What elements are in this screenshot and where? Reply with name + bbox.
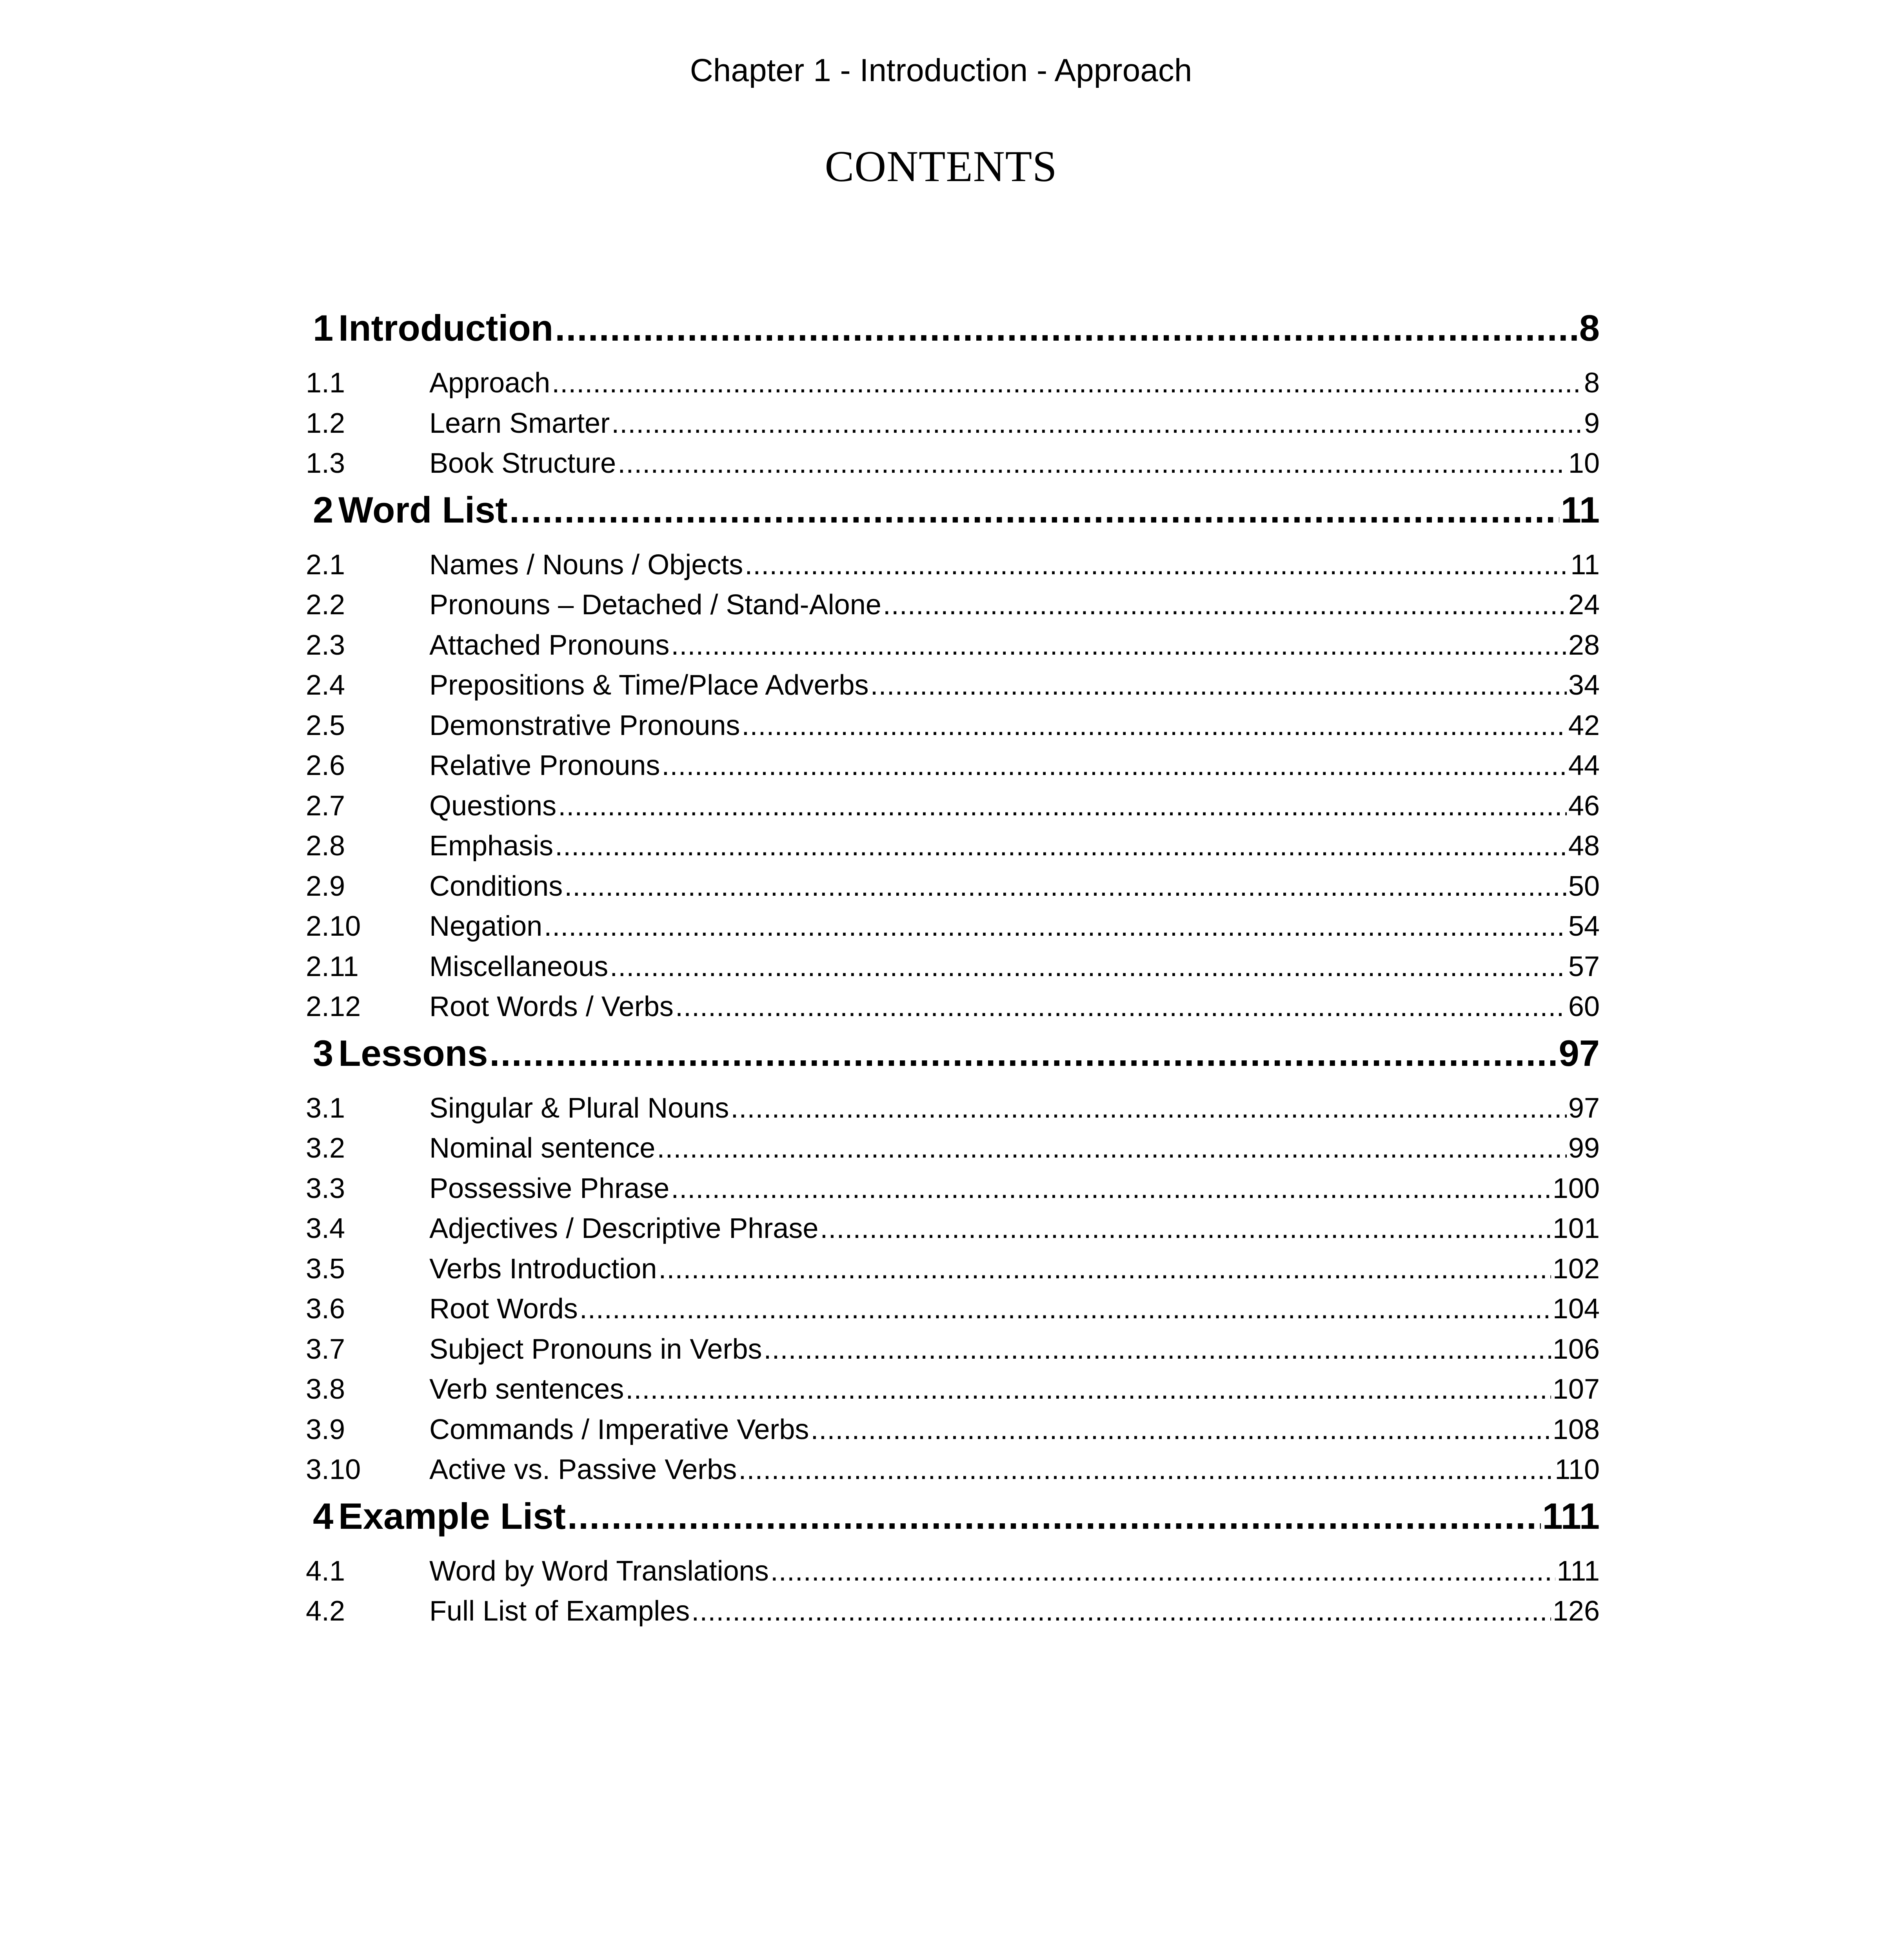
toc-section-entry[interactable]: [306, 906, 1600, 947]
section-title: Approach: [429, 367, 550, 399]
section-number: 2.7: [306, 790, 345, 822]
section-number: 3.4: [306, 1213, 345, 1244]
section-title: Subject Pronouns in Verbs: [429, 1333, 762, 1365]
chapter-page-number: 111: [1542, 1495, 1600, 1537]
dot-leader: [610, 947, 1567, 987]
dot-leader: [820, 1209, 1551, 1249]
dot-leader: [544, 906, 1567, 947]
toc-section-entry[interactable]: [306, 1169, 1600, 1209]
chapter-title: Example List: [338, 1495, 566, 1537]
section-number: 3.7: [306, 1333, 345, 1365]
section-page-number: 44: [1568, 750, 1600, 781]
section-title: Adjectives / Descriptive Phrase: [429, 1213, 819, 1244]
section-title: Relative Pronouns: [429, 750, 660, 781]
section-page-number: 60: [1568, 991, 1600, 1022]
toc-section-entry[interactable]: [306, 1209, 1600, 1249]
chapter-title: Lessons: [338, 1032, 488, 1074]
section-page-number: 46: [1568, 790, 1600, 822]
dot-leader: [564, 866, 1567, 907]
toc-section-entry[interactable]: [306, 545, 1600, 585]
section-page-number: 126: [1552, 1595, 1600, 1627]
section-title: Verb sentences: [429, 1374, 624, 1405]
section-title: Conditions: [429, 870, 563, 902]
section-title: Attached Pronouns: [429, 629, 670, 661]
section-page-number: 50: [1568, 870, 1600, 902]
section-page-number: 106: [1552, 1333, 1600, 1365]
section-page-number: 8: [1584, 367, 1600, 399]
chapter-page-number: 8: [1579, 307, 1600, 348]
section-page-number: 42: [1568, 710, 1600, 741]
section-page-number: 48: [1568, 830, 1600, 862]
section-number: 2.2: [306, 589, 345, 621]
toc-section-entry[interactable]: [306, 1329, 1600, 1370]
section-number: 3.10: [306, 1454, 361, 1485]
section-number: 4.1: [306, 1555, 345, 1587]
dot-leader: [675, 987, 1567, 1027]
toc-section-entry[interactable]: [306, 665, 1600, 706]
section-number: 2.9: [306, 870, 345, 902]
section-page-number: 102: [1552, 1253, 1600, 1285]
dot-leader: [810, 1410, 1551, 1450]
chapter-number: 1: [313, 307, 334, 348]
section-title: Learn Smarter: [429, 407, 610, 439]
section-page-number: 99: [1568, 1132, 1600, 1164]
running-header: Chapter 1 - Introduction - Approach: [690, 53, 1192, 88]
toc-section-entry[interactable]: [306, 1591, 1600, 1632]
section-number: 2.6: [306, 750, 345, 781]
section-page-number: 57: [1568, 951, 1600, 982]
section-title: Singular & Plural Nouns: [429, 1092, 729, 1124]
section-number: 2.3: [306, 629, 345, 661]
section-title: Word by Word Translations: [429, 1555, 769, 1587]
section-number: 3.6: [306, 1293, 345, 1325]
toc-section-entry[interactable]: [306, 403, 1600, 444]
dot-leader: [745, 545, 1569, 585]
section-number: 2.4: [306, 670, 345, 701]
section-title: Questions: [429, 790, 557, 822]
section-title: Demonstrative Pronouns: [429, 710, 740, 741]
section-number: 1.1: [306, 367, 345, 399]
dot-leader: [671, 1169, 1551, 1209]
section-page-number: 111: [1557, 1555, 1600, 1587]
section-number: 3.2: [306, 1132, 345, 1164]
toc-section-entry[interactable]: [306, 826, 1600, 866]
toc-chapter-entry[interactable]: [306, 1032, 1600, 1075]
section-title: Negation: [429, 911, 543, 942]
toc-section-entry[interactable]: [306, 866, 1600, 907]
section-number: 2.1: [306, 549, 345, 581]
toc-section-entry[interactable]: [306, 585, 1600, 625]
dot-leader: [489, 1032, 1557, 1075]
dot-leader: [730, 1088, 1567, 1129]
section-title: Nominal sentence: [429, 1132, 656, 1164]
toc-section-entry[interactable]: [306, 1088, 1600, 1129]
toc-section-entry[interactable]: [306, 1410, 1600, 1450]
section-page-number: 54: [1568, 911, 1600, 942]
section-number: 4.2: [306, 1595, 345, 1627]
dot-leader: [579, 1289, 1551, 1329]
section-page-number: 110: [1555, 1454, 1600, 1485]
section-number: 1.3: [306, 448, 345, 479]
page-title: CONTENTS: [825, 142, 1057, 191]
toc-section-entry[interactable]: [306, 363, 1600, 403]
section-number: 3.9: [306, 1414, 345, 1445]
section-number: 3.3: [306, 1172, 345, 1204]
section-page-number: 107: [1552, 1374, 1600, 1405]
dot-leader: [567, 1495, 1541, 1538]
section-number: 1.2: [306, 407, 345, 439]
chapter-page-number: 97: [1559, 1032, 1600, 1074]
toc-chapter-entry[interactable]: [306, 488, 1600, 532]
section-title: Emphasis: [429, 830, 554, 862]
dot-leader: [661, 746, 1567, 786]
dot-leader: [611, 403, 1582, 444]
toc-section-entry[interactable]: [306, 706, 1600, 746]
section-page-number: 104: [1552, 1293, 1600, 1325]
section-page-number: 34: [1568, 670, 1600, 701]
section-number: 2.8: [306, 830, 345, 862]
dot-leader: [658, 1249, 1551, 1289]
section-title: Prepositions & Time/Place Adverbs: [429, 670, 869, 701]
chapter-number: 4: [313, 1495, 334, 1537]
toc-section-entry[interactable]: [306, 1289, 1600, 1329]
section-title: Root Words: [429, 1293, 578, 1325]
toc-section-entry[interactable]: [306, 1551, 1600, 1592]
section-page-number: 28: [1568, 629, 1600, 661]
toc-section-entry[interactable]: [306, 443, 1600, 484]
dot-leader: [671, 625, 1566, 666]
dot-leader: [555, 307, 1578, 350]
dot-leader: [558, 786, 1567, 826]
dot-leader: [657, 1128, 1567, 1169]
section-number: 2.10: [306, 911, 361, 942]
dot-leader: [509, 488, 1559, 532]
toc-section-entry[interactable]: [306, 786, 1600, 826]
toc-section-entry[interactable]: [306, 625, 1600, 666]
section-page-number: 108: [1552, 1414, 1600, 1445]
dot-leader: [552, 363, 1582, 403]
toc-section-entry[interactable]: [306, 1369, 1600, 1410]
toc-section-entry[interactable]: [306, 947, 1600, 987]
section-page-number: 11: [1570, 549, 1600, 581]
chapter-number: 3: [313, 1032, 334, 1074]
section-page-number: 97: [1568, 1092, 1600, 1124]
dot-leader: [741, 706, 1567, 746]
section-title: Book Structure: [429, 448, 616, 479]
section-page-number: 10: [1568, 448, 1600, 479]
section-number: 3.1: [306, 1092, 345, 1124]
section-title: Root Words / Verbs: [429, 991, 674, 1022]
dot-leader: [625, 1369, 1551, 1410]
chapter-title: Word List: [338, 489, 508, 530]
dot-leader: [870, 665, 1567, 706]
chapter-page-number: 11: [1560, 489, 1600, 530]
dot-leader: [738, 1450, 1553, 1490]
section-title: Full List of Examples: [429, 1595, 690, 1627]
section-number: 3.5: [306, 1253, 345, 1285]
toc-section-entry[interactable]: [306, 1450, 1600, 1490]
toc-section-entry[interactable]: [306, 1249, 1600, 1289]
chapter-number: 2: [313, 489, 334, 530]
table-of-contents: [306, 302, 1600, 1632]
section-number: 2.12: [306, 991, 361, 1022]
toc-chapter-entry[interactable]: [306, 307, 1600, 350]
section-page-number: 101: [1552, 1213, 1600, 1244]
section-title: Possessive Phrase: [429, 1172, 670, 1204]
section-title: Active vs. Passive Verbs: [429, 1454, 737, 1485]
section-page-number: 100: [1552, 1172, 1600, 1204]
dot-leader: [618, 443, 1567, 484]
section-page-number: 9: [1584, 407, 1600, 439]
dot-leader: [555, 826, 1567, 866]
section-title: Miscellaneous: [429, 951, 609, 982]
dot-leader: [764, 1329, 1551, 1370]
section-number: 3.8: [306, 1374, 345, 1405]
toc-section-entry[interactable]: [306, 1128, 1600, 1169]
toc-section-entry[interactable]: [306, 746, 1600, 786]
toc-chapter-entry[interactable]: [306, 1495, 1600, 1538]
section-page-number: 24: [1568, 589, 1600, 621]
chapter-title: Introduction: [338, 307, 554, 348]
dot-leader: [883, 585, 1567, 625]
section-number: 2.5: [306, 710, 345, 741]
dot-leader: [691, 1591, 1551, 1632]
toc-section-entry[interactable]: [306, 987, 1600, 1027]
section-title: Commands / Imperative Verbs: [429, 1414, 809, 1445]
section-number: 2.11: [306, 951, 359, 982]
section-title: Verbs Introduction: [429, 1253, 657, 1285]
section-title: Pronouns – Detached / Stand-Alone: [429, 589, 881, 621]
section-title: Names / Nouns / Objects: [429, 549, 743, 581]
dot-leader: [770, 1551, 1555, 1592]
